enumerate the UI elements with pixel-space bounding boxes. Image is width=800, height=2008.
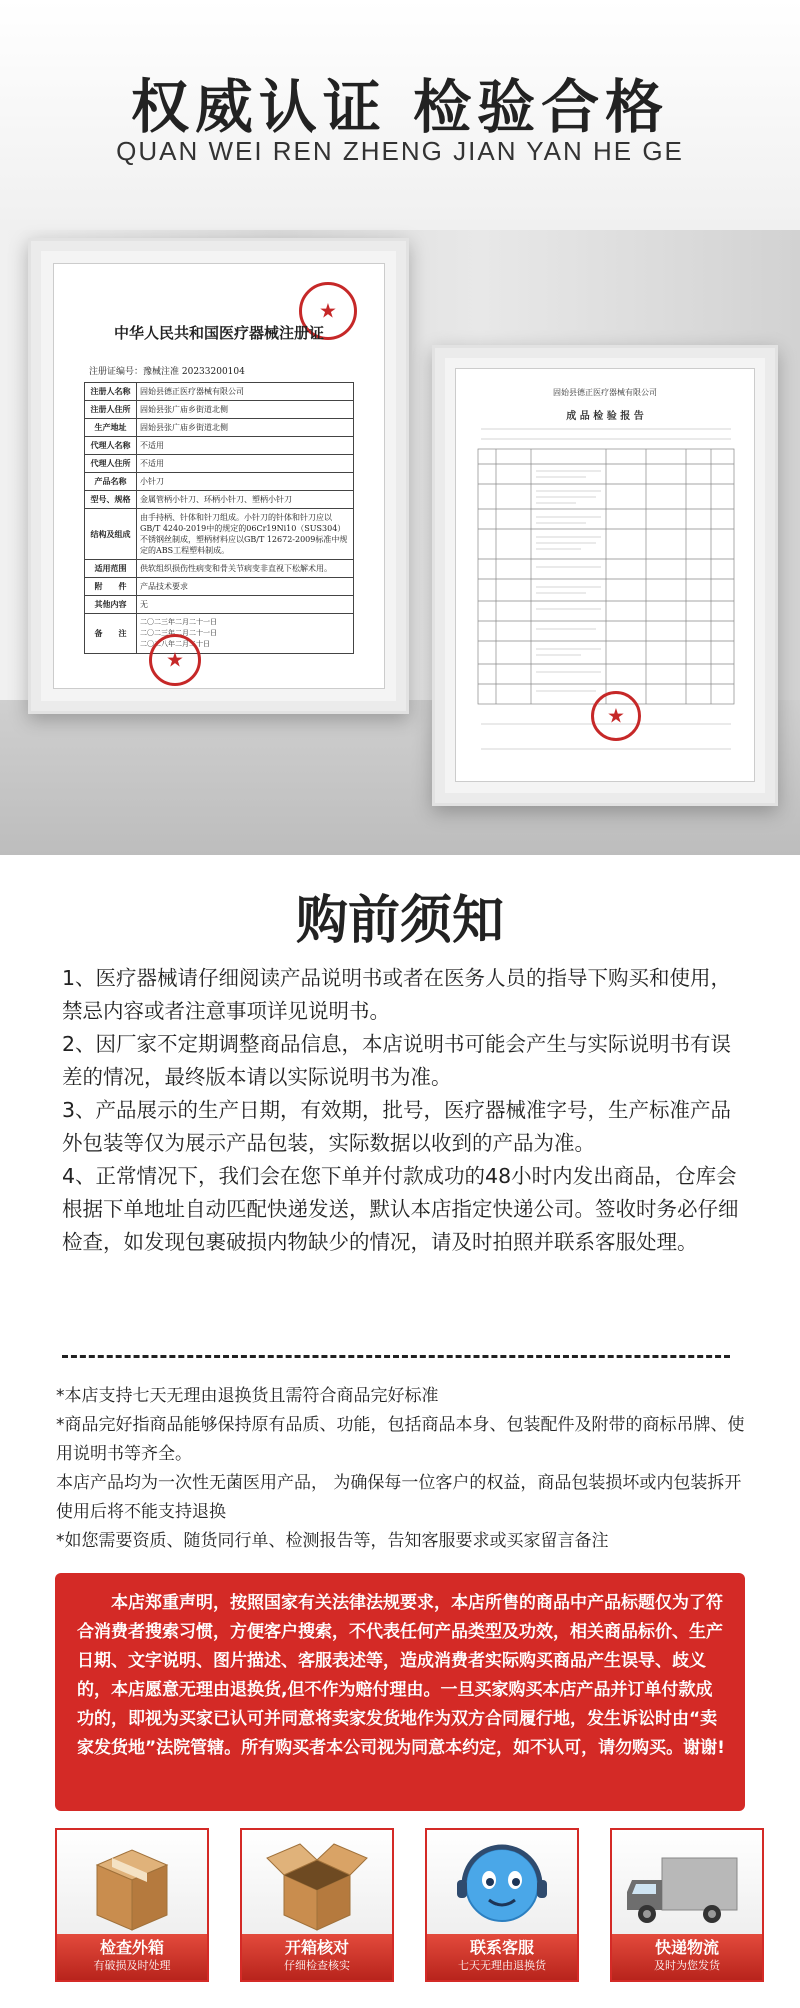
card-subtitle: 有破损及时处理 <box>93 1959 171 1972</box>
cert-value: 由手持柄、针体和针刀组成。小针刀的针体和针刀应以GB/T 4240-2019中的规定的06Cr19Ni10（SUS304）不锈钢丝制成，塑柄材料应以GB/T 12672-2009标准中规定的ABS工程塑料制成。 <box>137 509 354 560</box>
cert-key: 附 件 <box>85 578 137 596</box>
cert-value: 产品技术要求 <box>137 578 354 596</box>
terms-item: *如您需要资质、随货同行单、检测报告等，告知客服要求或买家留言备注 <box>56 1531 609 1551</box>
cert-value: 固始县张广庙乡街道北侧 <box>137 401 354 419</box>
red-seal-icon <box>149 634 201 686</box>
dashed-divider <box>62 1355 730 1358</box>
cert-key: 生产地址 <box>85 419 137 437</box>
cert-key: 其他内容 <box>85 596 137 614</box>
cert-value: 小针刀 <box>137 473 354 491</box>
notice-list <box>62 962 742 1259</box>
report-company: 固始县德正医疗器械有限公司 <box>553 388 657 397</box>
table-row <box>85 596 354 614</box>
cert-key: 注册人住所 <box>85 401 137 419</box>
table-row <box>85 491 354 509</box>
card-contact-service <box>425 1828 579 1982</box>
card-title: 检查外箱 <box>99 1938 164 1957</box>
registration-certificate-frame <box>28 238 409 714</box>
cert-date: 二〇二八年二月二十日 <box>140 640 210 648</box>
cert-key: 结构及组成 <box>85 509 137 560</box>
inspection-report-frame <box>432 345 778 806</box>
card-check-box <box>55 1828 209 1982</box>
card-image <box>242 1830 392 1940</box>
table-row <box>85 473 354 491</box>
table-row <box>85 383 354 401</box>
card-title: 快递物流 <box>654 1938 719 1957</box>
cert-key: 注册人名称 <box>85 383 137 401</box>
cert-key: 型号、规格 <box>85 491 137 509</box>
terms-item: *商品完好指商品能够保持原有品质、功能，包括商品本身、包装配件及附带的商标吊牌、使用说明书等齐全。 <box>56 1415 745 1464</box>
cert-key: 备 注 <box>85 614 137 654</box>
hero-title: 权威认证 检验合格 <box>130 73 670 141</box>
notice-item: 1、医疗器械请仔细阅读产品说明书或者在医务人员的指导下购买和使用，禁忌内容或者注意事项详见说明书。 <box>62 966 732 1023</box>
cert-value: 固始县德正医疗器械有限公司 <box>137 383 354 401</box>
inspection-report <box>455 368 755 782</box>
truck-icon <box>612 1830 762 1940</box>
cert-date: 二〇二三年二月二十一日 <box>140 629 217 637</box>
table-row <box>85 437 354 455</box>
cert-value: 供软组织损伤性病变和骨关节病变非直视下松解术用。 <box>137 560 354 578</box>
card-open-box <box>240 1828 394 1982</box>
return-terms <box>56 1382 746 1556</box>
red-seal-icon <box>591 691 641 741</box>
table-row <box>85 560 354 578</box>
cert-key: 代理人住所 <box>85 455 137 473</box>
card-title: 联系客服 <box>469 1938 534 1957</box>
report-title: 成 品 检 验 报 告 <box>566 411 644 422</box>
card-image <box>57 1830 207 1940</box>
terms-item: *本店支持七天无理由退换货且需符合商品完好标准 <box>56 1386 439 1406</box>
card-caption <box>57 1934 207 1980</box>
legal-statement: 本店郑重声明，按照国家有关法律法规要求，本店所售的商品中产品标题仅为了符合消费者搜索习惯，方便客户搜索，不代表任何产品类型及功效，相关商品标价、生产日期、文字说明、图片描述、客服表述等，造成消费者实际购买商品产生误导、歧义的，本店愿意无理由退换货,但不作为赔付理由。一旦买家购买本店产品并订单付款成功的，即视为买家已认可并同意将卖家发货地作为双方合同履行地，发生诉讼时由“卖家发货地”法院管辖。所有购买者本公司视为同意本约定，如不认可，请勿购买。谢谢! <box>77 1593 725 1758</box>
registration-certificate <box>53 263 385 689</box>
card-express-delivery <box>610 1828 764 1982</box>
card-caption <box>427 1934 577 1980</box>
card-subtitle: 七天无理由退换货 <box>458 1959 546 1972</box>
table-row <box>85 614 354 654</box>
certificate-number: 注册证编号：豫械注准 20233200104 <box>89 367 245 377</box>
certificate-table <box>84 382 354 654</box>
card-caption <box>612 1934 762 1980</box>
card-image <box>612 1830 762 1940</box>
terms-item: 本店产品均为一次性无菌医用产品， 为确保每一位客户的权益，商品包装损坏或内包装拆开使用后将不能支持退换 <box>56 1473 742 1522</box>
table-row <box>85 455 354 473</box>
card-subtitle: 及时为您发货 <box>654 1959 720 1972</box>
cert-key: 适用范围 <box>85 560 137 578</box>
table-row <box>85 419 354 437</box>
card-caption <box>242 1934 392 1980</box>
open-box-icon <box>242 1830 392 1940</box>
cert-value: 固始县张广庙乡街道北侧 <box>137 419 354 437</box>
card-image <box>427 1830 577 1940</box>
notice-item: 4、正常情况下，我们会在您下单并付款成功的48小时内发出商品，仓库会根据下单地址自动匹配快递发送，默认本店指定快递公司。签收时务必仔细检查，如发现包裹破损内物缺少的情况，请及时拍照并联系客服处理。 <box>62 1164 739 1254</box>
notice-title: 购前须知 <box>295 891 504 951</box>
certificate-title: 中华人民共和国医疗器械注册证 <box>113 324 324 342</box>
customer-service-icon <box>427 1830 577 1940</box>
table-row <box>85 509 354 560</box>
table-row <box>85 401 354 419</box>
cert-value: 金属管柄小针刀、环柄小针刀、塑柄小针刀 <box>137 491 354 509</box>
cert-value: 不适用 <box>137 455 354 473</box>
cert-value: 不适用 <box>137 437 354 455</box>
card-title: 开箱核对 <box>284 1938 349 1957</box>
notice-item: 3、产品展示的生产日期，有效期，批号，医疗器械准字号，生产标准产品外包装等仅为展示产品包装，实际数据以收到的产品为准。 <box>62 1098 732 1155</box>
cert-value: 无 <box>137 596 354 614</box>
box-icon <box>57 1830 207 1940</box>
table-row <box>85 578 354 596</box>
cert-date: 二〇二三年二月二十一日 <box>140 618 217 626</box>
notice-item: 2、因厂家不定期调整商品信息，本店说明书可能会产生与实际说明书有误差的情况，最终版本请以实际说明书为准。 <box>62 1032 732 1089</box>
cert-key: 代理人名称 <box>85 437 137 455</box>
hero-subtitle: QUAN WEI REN ZHENG JIAN YAN HE GE <box>116 136 684 166</box>
legal-statement-box <box>55 1573 745 1811</box>
card-subtitle: 仔细检查核实 <box>284 1959 350 1972</box>
certificate-hero <box>0 0 800 855</box>
cert-key: 产品名称 <box>85 473 137 491</box>
